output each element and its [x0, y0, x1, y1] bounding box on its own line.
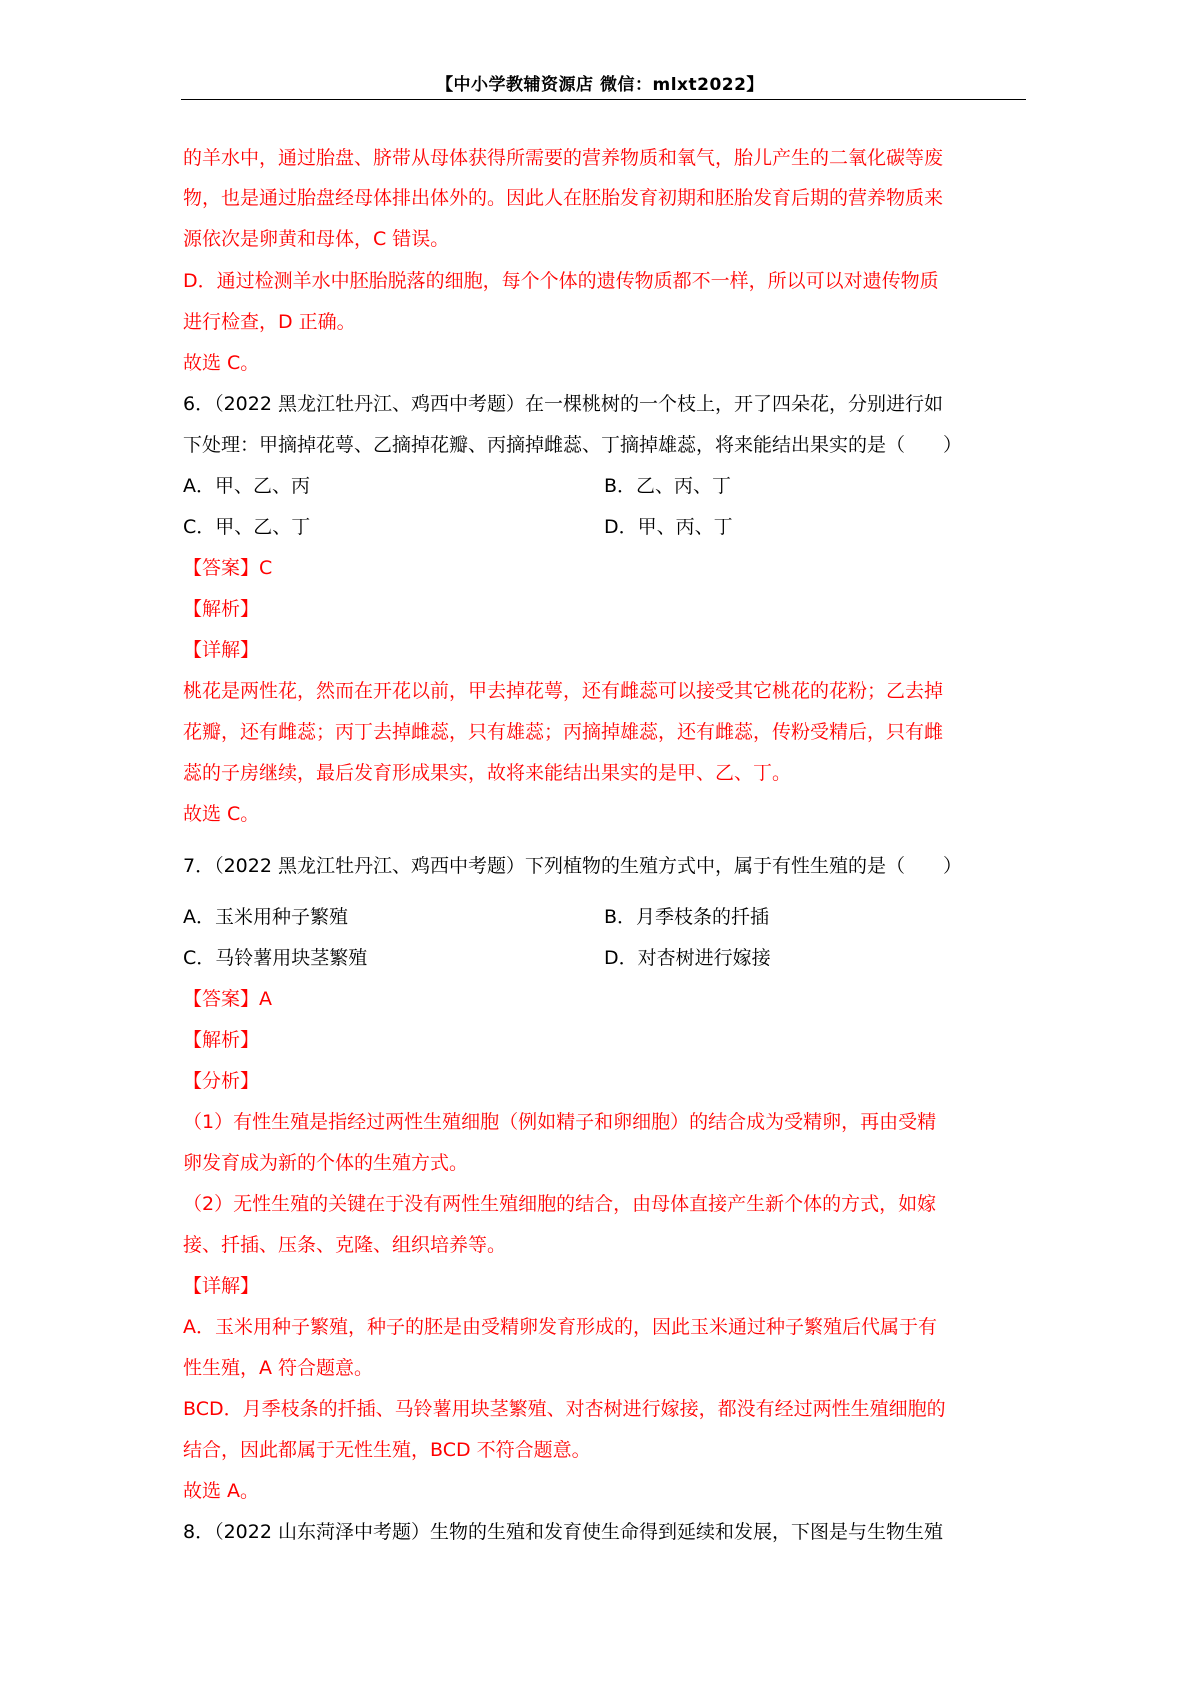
detail-line: 蕊的子房继续，最后发育形成果实，故将来能结出果实的是甲、乙、丁。 [183, 762, 792, 784]
option-b: B．乙、丙、丁 [604, 475, 732, 497]
explanation-line: 物，也是通过胎盘经母体排出体外的。因此人在胚胎发育初期和胚胎发育后期的营养物质来 [183, 187, 944, 209]
analysis-label: 【解析】 [183, 598, 260, 620]
conclusion-text: 故选 C。 [183, 352, 260, 374]
detail-label: 【详解】 [183, 1275, 260, 1297]
explanation-line: 进行检查，D 正确。 [183, 311, 356, 333]
question-stem: 下处理：甲摘掉花萼、乙摘掉花瓣、丙摘掉雌蕊、丁摘掉雄蕊，将来能结出果实的是（ ） [183, 434, 963, 456]
answer-label: 【答案】C [183, 557, 273, 579]
fenxi-line: （1）有性生殖是指经过两性生殖细胞（例如精子和卵细胞）的结合成为受精卵，再由受精 [183, 1111, 937, 1133]
option-a: A．甲、乙、丙 [183, 475, 310, 497]
conclusion-text: 故选 C。 [183, 803, 260, 825]
detail-line: A．玉米用种子繁殖，种子的胚是由受精卵发育形成的，因此玉米通过种子繁殖后代属于有 [183, 1316, 937, 1338]
detail-line: 花瓣，还有雌蕊；丙丁去掉雌蕊，只有雄蕊；丙摘掉雄蕊，还有雌蕊，传粉受精后，只有雌 [183, 721, 944, 743]
option-c: C．马铃薯用块茎繁殖 [183, 947, 368, 969]
option-d: D．对杏树进行嫁接 [604, 947, 771, 969]
fenxi-line: 接、扦插、压条、克隆、组织培养等。 [183, 1234, 507, 1256]
question-stem: 7．（2022 黑龙江牡丹江、鸡西中考题）下列植物的生殖方式中，属于有性生殖的是（ ） [183, 855, 962, 877]
option-b: B．月季枝条的扦插 [604, 906, 770, 928]
explanation-line: 的羊水中，通过胎盘、脐带从母体获得所需要的营养物质和氧气，胎儿产生的二氧化碳等废 [183, 147, 944, 169]
detail-line: 性生殖，A 符合题意。 [183, 1357, 374, 1379]
conclusion-text: 故选 A。 [183, 1480, 260, 1502]
option-d: D．甲、丙、丁 [604, 516, 733, 538]
detail-label: 【详解】 [183, 639, 260, 661]
answer-label: 【答案】A [183, 988, 272, 1010]
option-c: C．甲、乙、丁 [183, 516, 311, 538]
detail-line: BCD．月季枝条的扦插、马铃薯用块茎繁殖、对杏树进行嫁接，都没有经过两性生殖细胞的 [183, 1398, 946, 1420]
fenxi-line: （2）无性生殖的关键在于没有两性生殖细胞的结合，由母体直接产生新个体的方式，如嫁 [183, 1193, 937, 1215]
header-title: 【中小学教辅资源店 微信：mlxt2022】 [436, 75, 764, 95]
header-divider [181, 99, 1026, 100]
fenxi-label: 【分析】 [183, 1070, 260, 1092]
fenxi-line: 卵发育成为新的个体的生殖方式。 [183, 1152, 469, 1174]
option-a: A．玉米用种子繁殖 [183, 906, 348, 928]
explanation-line: D．通过检测羊水中胚胎脱落的细胞，每个个体的遗传物质都不一样，所以可以对遗传物质 [183, 270, 939, 292]
question-stem: 8．（2022 山东菏泽中考题）生物的生殖和发育使生命得到延续和发展，下图是与生物生殖 [183, 1521, 943, 1543]
detail-line: 桃花是两性花，然而在开花以前，甲去掉花萼，还有雌蕊可以接受其它桃花的花粉；乙去掉 [183, 680, 944, 702]
detail-line: 结合，因此都属于无性生殖，BCD 不符合题意。 [183, 1439, 591, 1461]
analysis-label: 【解析】 [183, 1029, 260, 1051]
question-stem: 6．（2022 黑龙江牡丹江、鸡西中考题）在一棵桃树的一个枝上，开了四朵花，分别进行如 [183, 393, 943, 415]
explanation-line: 源依次是卵黄和母体，C 错误。 [183, 228, 450, 250]
